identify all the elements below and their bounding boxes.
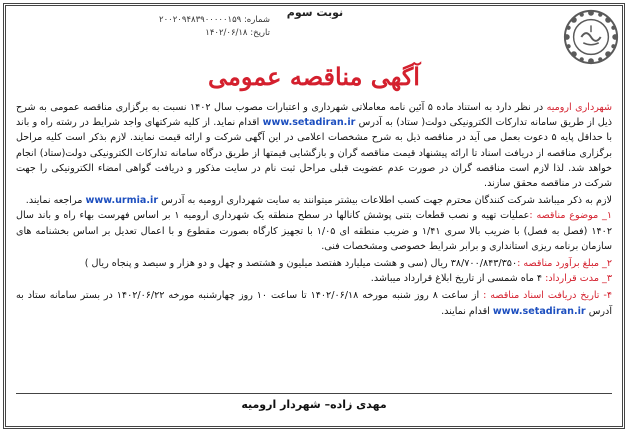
urmia-site-link[interactable]: www.urmia.ir <box>85 195 159 207</box>
notice-title: آگهی مناقصه عمومی <box>208 62 420 91</box>
notice-meta <box>120 14 270 40</box>
item-documents-text: از ساعت ۸ روز شنبه مورخه ۱۴۰۲/۰۶/۱۸ تا ساعت ۱۰ روز چهارشنبه مورخه ۱۴۰۲/۰۶/۲۲ در بستر سامانه ستاد به آدرس <box>16 290 612 317</box>
notice-body <box>16 100 612 319</box>
item-duration-label: ۳_ مدت قرارداد: <box>545 273 612 285</box>
intro-text-1: در نظر دارد به استناد ماده ۵ آئین نامه معاملاتی شهرداری و اعتبارات مصوب سال ۱۴۰۲ نسبت به برگزاری مناقصه عمومی به شرح ذیل از طریق سامانه تدارکات الکترونیکی دولت( ستاد) به آدرس <box>16 102 612 129</box>
info-paragraph <box>16 193 612 208</box>
item-subject <box>16 208 612 254</box>
item-duration <box>16 271 612 286</box>
organization-name: شهرداری ارومیه <box>546 102 612 113</box>
footer-divider <box>16 393 612 394</box>
notice-date-row <box>120 27 270 40</box>
intro-text-2: اقدام نماید. از کلیه شرکتهای واجد شرایط در رشته راه و باند با حداقل پایه ۵ دعوت بعمل می آید در مناقصه ذیل به شرح مشخصات اعلامی در این آگهی شرکت و ارائه قیمت نمایند. لازم بذکر است کلیه مراحل برگزاری مناقصه از دریافت اسناد تا ارائه پیشنهاد قیمت مناقصه گران و بازگشایی قیمتها از طریق درگاه سامانه تدارکات الکترونیکی دولت(ستاد) انجام خواهد شد. لذا لازم است مناقصه گران در صورت عدم عضویت قبلی مراحل ثبت نام در سایت مذکور و دریافت گواهی امضاء الکترونیکی را جهت شرکت در مناقصه محقق سازند. <box>16 117 613 190</box>
notice-number-label: شماره: <box>243 15 270 25</box>
item-documents-label: ۴- تاریخ دریافت اسناد مناقصه : <box>483 290 612 302</box>
notice-round-label: نوبت سوم <box>286 6 344 19</box>
signature-line: مهدی زاده– شهردار ارومیه <box>241 398 387 411</box>
notice-number-value: ۲۰۰۲۰۹۴۸۳۹۰۰۰۰۰۱۵۹ <box>159 15 242 25</box>
setadiran-link[interactable]: www.setadiran.ir <box>262 117 356 129</box>
intro-paragraph <box>16 100 612 191</box>
item-documents-text-2: اقدام نمایند. <box>441 305 493 317</box>
item-subject-label: ۱_ موضوع مناقصه : <box>529 210 612 222</box>
item-subject-text: عملیات تهیه و نصب قطعات بتنی پوشش کانالها در سطح منطقه یک شهرداری ارومیه ۱ بر اساس فهرست بهاء راه و باند سال ۱۴۰۲ (فصل به فصل) با ضریب بالا سری ۱/۴۱ و ضریب منطقه ای ۱/۰۵ با تجهیز کارگاه بصورت مقطوع و با اعمال تعدیل بر اساس بخشنامه های سازمان برنامه ریزی استانداری و برابر شرایط خصوصی ومشخصات فنی. <box>16 210 612 252</box>
info-text-2: مراجعه نمایند. <box>25 195 86 207</box>
info-text-1: لازم به ذکر میباشد شرکت کنندگان محترم جهت کسب اطلاعات بیشتر میتوانند به سایت شهرداری ارومیه به آدرس <box>158 195 612 207</box>
item-estimate-text: ۳۸/۷۰۰/۸۴۳/۳۵۰ ریال (سی و هشت میلیارد هفتصد میلیون و هشتصد و چهل و دو هزار و سیصد و پنجاه ریال ) <box>84 258 518 270</box>
item-duration-text: ۴ ماه شمسی از تاریخ ابلاغ قرارداد میباشد. <box>370 273 546 285</box>
notice-date-label: تاریخ: <box>250 28 270 38</box>
urmia-municipality-seal-icon <box>562 8 620 66</box>
item-estimate-label: ۲_ مبلغ برآورد مناقصه : <box>517 258 612 270</box>
item-estimate <box>16 256 612 271</box>
item-documents <box>16 288 612 318</box>
notice-date-value: ۱۴۰۲/۰۶/۱۸ <box>205 28 248 38</box>
notice-number-row <box>120 14 270 27</box>
setadiran-link-2[interactable]: www.setadiran.ir <box>492 305 586 317</box>
